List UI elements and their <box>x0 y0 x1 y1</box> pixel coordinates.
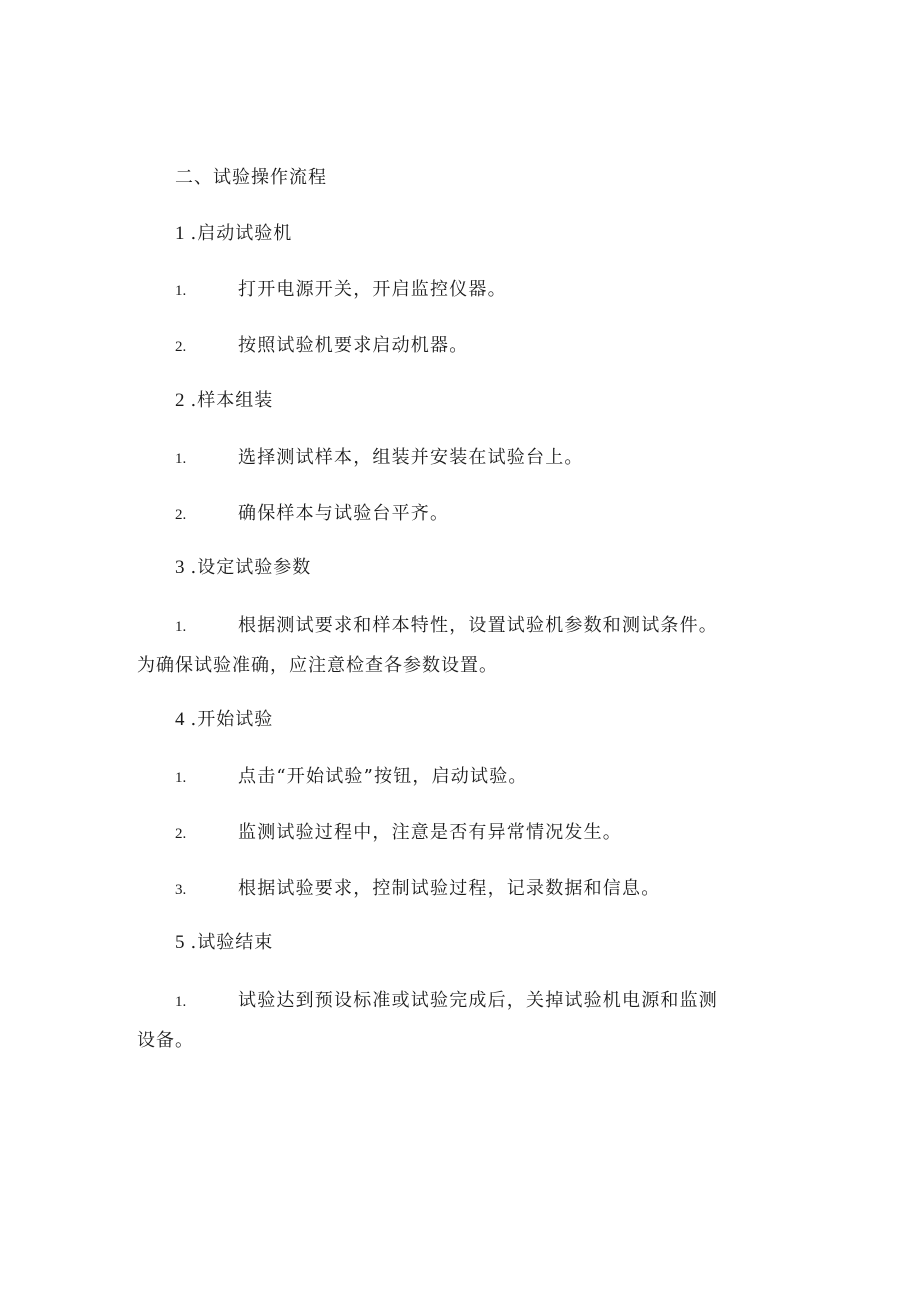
item-text: 按照试验机要求启动机器。 <box>238 335 469 356</box>
section-title: .开始试验 <box>190 709 274 730</box>
item-number: 2. <box>175 507 187 523</box>
section-heading-2 <box>175 389 273 413</box>
section-number: 2 <box>175 390 185 411</box>
item-number: 1. <box>175 283 187 299</box>
item-number: 2. <box>175 826 187 842</box>
section-number: 1 <box>175 223 185 244</box>
section-title: .试验结束 <box>190 932 274 953</box>
item-number: 1. <box>175 451 187 467</box>
item-number: 1. <box>175 994 187 1010</box>
section-title: .样本组装 <box>190 390 274 411</box>
item-text: 监测试验过程中，注意是否有异常情况发生。 <box>238 822 622 843</box>
item-number: 2. <box>175 339 187 355</box>
item-text: 根据测试要求和样本特性，设置试验机参数和测试条件。 <box>238 615 718 636</box>
section-number: 5 <box>175 932 185 953</box>
section-heading-3 <box>175 556 311 580</box>
item-text: 打开电源开关，开启监控仪器。 <box>238 279 507 300</box>
item-text: 确保样本与试验台平齐。 <box>238 503 450 524</box>
item-number: 1. <box>175 770 187 786</box>
item-text: 选择测试样本，组装并安装在试验台上。 <box>238 447 584 468</box>
section-number: 3 <box>175 557 185 578</box>
item-number: 1. <box>175 619 187 635</box>
item-number: 3. <box>175 882 187 898</box>
item-text: 根据试验要求，控制试验过程，记录数据和信息。 <box>238 878 661 899</box>
section-title: .设定试验参数 <box>190 557 312 578</box>
item-text-continuation: 设备。 <box>137 1030 194 1051</box>
section-heading-5 <box>175 931 273 955</box>
document-title: 二、试验操作流程 <box>175 167 327 188</box>
section-heading-1 <box>175 222 292 246</box>
section-number: 4 <box>175 709 185 730</box>
item-text: 点击“开始试验”按钮，启动试验。 <box>238 766 528 787</box>
item-text-continuation: 为确保试验准确，应注意检查各参数设置。 <box>137 655 498 676</box>
section-heading-4 <box>175 708 273 732</box>
section-title: .启动试验机 <box>190 223 293 244</box>
item-text: 试验达到预设标准或试验完成后，关掉试验机电源和监测 <box>238 990 718 1011</box>
